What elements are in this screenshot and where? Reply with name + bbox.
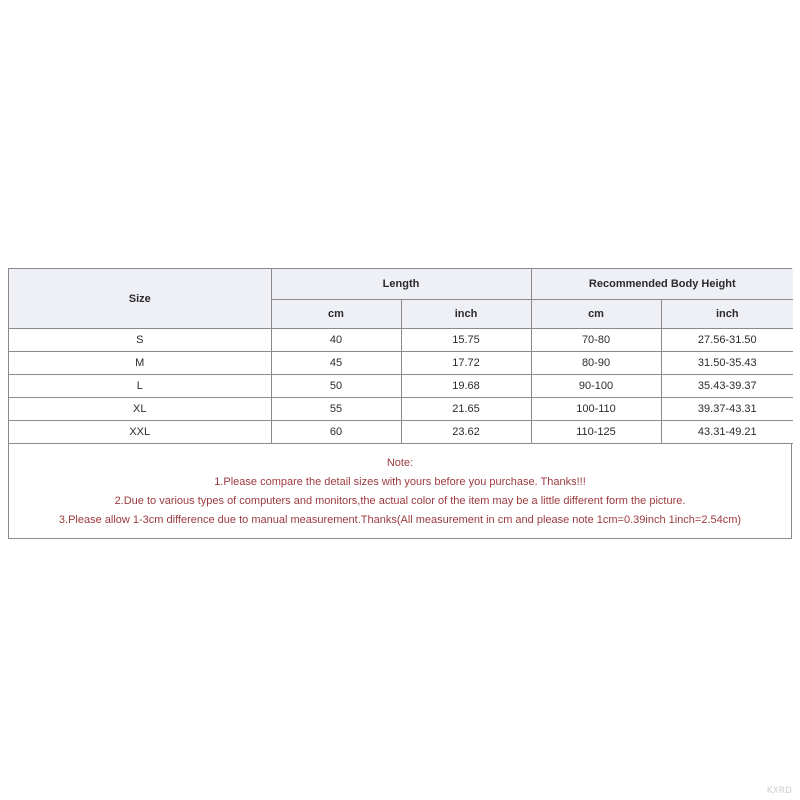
height-cm-header: cm bbox=[531, 300, 661, 329]
size-cell: M bbox=[9, 352, 271, 375]
length-cm-header: cm bbox=[271, 300, 401, 329]
length-inch-cell: 15.75 bbox=[401, 329, 531, 352]
height-inch-cell: 27.56-31.50 bbox=[661, 329, 793, 352]
length-inch-cell: 17.72 bbox=[401, 352, 531, 375]
length-cm-cell: 60 bbox=[271, 421, 401, 444]
length-inch-header: inch bbox=[401, 300, 531, 329]
height-cm-cell: 70-80 bbox=[531, 329, 661, 352]
length-cm-cell: 45 bbox=[271, 352, 401, 375]
size-column-header: Size bbox=[9, 269, 271, 329]
table-header bbox=[9, 269, 793, 329]
length-inch-cell: 23.62 bbox=[401, 421, 531, 444]
note-line-3: 3.Please allow 1-3cm difference due to manual measurement.Thanks(All measurement in cm and please note 1cm=0.39inch 1inch=2.54cm) bbox=[58, 513, 742, 526]
height-inch-header: inch bbox=[661, 300, 793, 329]
header-row bbox=[9, 269, 793, 300]
body-height-column-header: Recommended Body Height bbox=[531, 269, 793, 300]
size-cell: XL bbox=[9, 398, 271, 421]
note-box bbox=[9, 444, 791, 538]
size-table bbox=[9, 269, 793, 444]
note-line-1: 1.Please compare the detail sizes with yours before you purchase. Thanks!!! bbox=[214, 475, 586, 488]
size-chart bbox=[8, 268, 792, 539]
table-row bbox=[9, 329, 793, 352]
note-title: Note: bbox=[386, 456, 414, 469]
height-inch-cell: 39.37-43.31 bbox=[661, 398, 793, 421]
height-cm-cell: 90-100 bbox=[531, 375, 661, 398]
size-cell: S bbox=[9, 329, 271, 352]
height-inch-cell: 35.43-39.37 bbox=[661, 375, 793, 398]
table-row bbox=[9, 421, 793, 444]
height-inch-cell: 43.31-49.21 bbox=[661, 421, 793, 444]
note-line-2: 2.Due to various types of computers and monitors,the actual color of the item may be a little different form the picture. bbox=[114, 494, 686, 507]
table-body bbox=[9, 329, 793, 444]
length-inch-cell: 21.65 bbox=[401, 398, 531, 421]
height-cm-cell: 100-110 bbox=[531, 398, 661, 421]
size-cell: XXL bbox=[9, 421, 271, 444]
length-inch-cell: 19.68 bbox=[401, 375, 531, 398]
length-cm-cell: 55 bbox=[271, 398, 401, 421]
size-cell: L bbox=[9, 375, 271, 398]
table-row bbox=[9, 398, 793, 421]
height-inch-cell: 31.50-35.43 bbox=[661, 352, 793, 375]
height-cm-cell: 80-90 bbox=[531, 352, 661, 375]
length-cm-cell: 40 bbox=[271, 329, 401, 352]
table-row bbox=[9, 352, 793, 375]
table-row bbox=[9, 375, 793, 398]
length-column-header: Length bbox=[271, 269, 531, 300]
watermark: KXRD bbox=[766, 786, 792, 796]
height-cm-cell: 110-125 bbox=[531, 421, 661, 444]
length-cm-cell: 50 bbox=[271, 375, 401, 398]
